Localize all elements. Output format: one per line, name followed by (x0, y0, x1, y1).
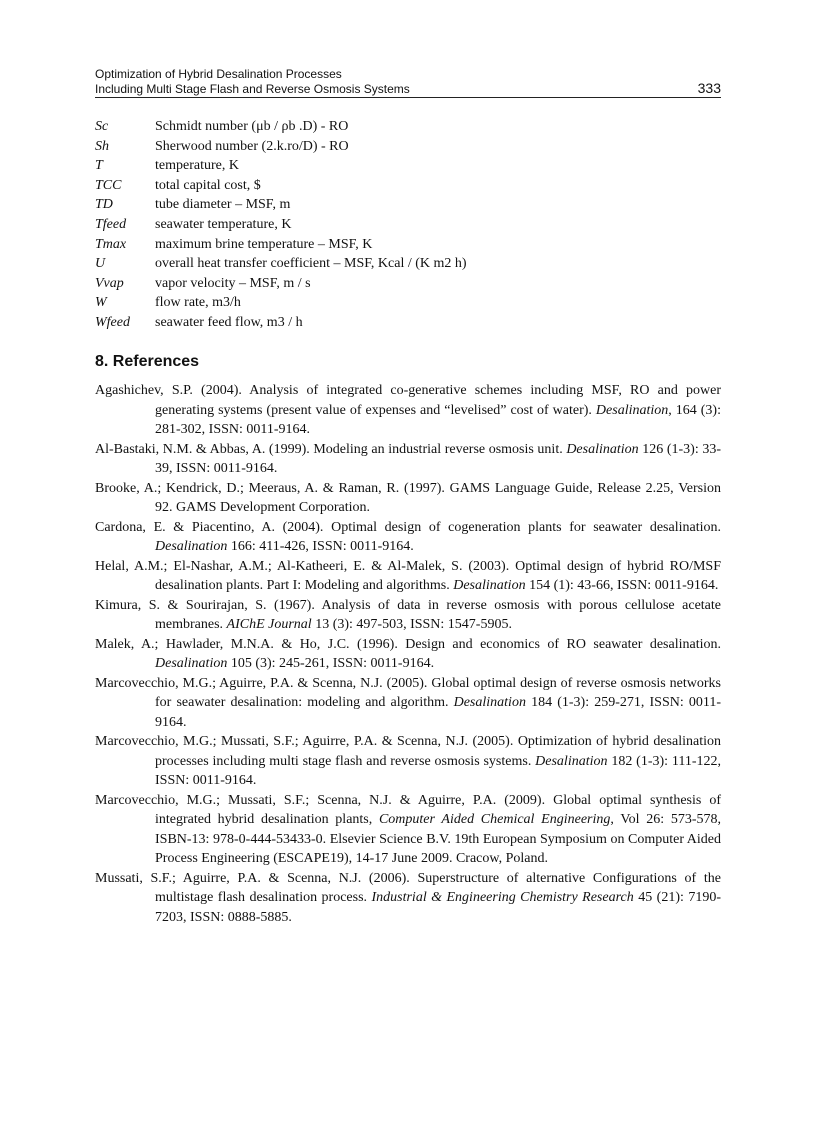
reference-details: 154 (1): 43-66, ISSN: 0011-9164. (525, 578, 719, 593)
page-number: 333 (697, 79, 721, 96)
nomenclature-row (95, 235, 721, 255)
nomenclature-row (95, 293, 721, 313)
reference-text: Agashichev, S.P. (2004). Analysis of integrated co-generative schemes including MSF, RO and power generating systems (present value of expenses and “levelised” cost of water). (95, 383, 721, 418)
nomenclature-description: Sherwood number (2.k.ro/D) - RO (155, 138, 349, 154)
nomenclature-row (95, 215, 721, 235)
reference-text: Marcovecchio, M.G.; Mussati, S.F.; Aguirre, P.A. & Scenna, N.J. (2005). Optimization of hybrid desalination processes including multi stage flash and reverse osmosis systems. (95, 734, 721, 769)
references-heading: 8. References (95, 353, 200, 370)
nomenclature-symbol: Tmax (95, 236, 127, 252)
reference-entry (95, 440, 721, 479)
header-title-line-1: Optimization of Hybrid Desalination Processes (95, 67, 342, 81)
nomenclature-symbol: W (95, 295, 107, 311)
nomenclature-symbol: TCC (95, 177, 122, 193)
nomenclature-row (95, 195, 721, 215)
reference-journal: Desalination (453, 695, 526, 710)
reference-text: Malek, A.; Hawlader, M.N.A. & Ho, J.C. (1996). Design and economics of RO seawater desalination. (95, 636, 721, 652)
reference-entry (95, 674, 721, 733)
reference-journal: Desalination (535, 753, 608, 769)
nomenclature-symbol: T (95, 158, 103, 174)
nomenclature-symbol: Tfeed (95, 216, 127, 232)
nomenclature-symbol: Sc (95, 119, 109, 134)
reference-details: 13 (3): 497-503, ISSN: 1547-5905. (311, 617, 512, 632)
nomenclature-description: Schmidt number (μb / ρb .D) - RO (155, 119, 349, 134)
nomenclature-description: seawater feed flow, m3 / h (155, 314, 303, 330)
nomenclature-row (95, 117, 721, 137)
reference-details: 45 (21): 7190-7203, ISSN: 0888-5885. (155, 890, 721, 925)
reference-text: Cardona, E. & Piacentino, A. (2004). Optimal design of cogeneration plants for seawater desalination. (95, 519, 721, 535)
reference-details: 166: 411-426, ISSN: 0011-9164. (227, 539, 414, 554)
nomenclature-symbol: U (95, 256, 106, 272)
reference-entry (95, 381, 721, 440)
reference-text: Brooke, A.; Kendrick, D.; Meeraus, A. & Raman, R. (1997). GAMS Language Guide, Release 2.25, Version 92. GAMS Development Corporation. (95, 480, 721, 515)
nomenclature-row (95, 156, 721, 176)
reference-text: Marcovecchio, M.G.; Aguirre, P.A. & Scenna, N.J. (2005). Global optimal design of reverse osmosis networks for seawater desalination: modeling and algorithm. (95, 675, 721, 710)
running-header (95, 67, 721, 98)
nomenclature-row (95, 313, 721, 333)
header-title-line-2: Including Multi Stage Flash and Reverse Osmosis Systems (95, 81, 410, 96)
reference-journal: Desalination (566, 441, 639, 457)
reference-text: Al-Bastaki, N.M. & Abbas, A. (1999). Modeling an industrial reverse osmosis unit. (95, 441, 567, 457)
reference-entry (95, 518, 721, 557)
nomenclature-description: vapor velocity – MSF, m / s (155, 275, 311, 291)
reference-journal: Computer Aided Chemical Engineering (378, 812, 611, 827)
reference-entry (95, 479, 721, 518)
reference-details: , Vol 26: 573-578, ISBN-13: 978-0-444-53433-0. Elsevier Science B.V. 19th European Symposium on Computer Aided Process Engineering (ESCAPE19), 14-17 June 2009. Cracow, Poland. (155, 812, 722, 866)
nomenclature-row (95, 137, 721, 157)
nomenclature-row (95, 274, 721, 294)
references-list (95, 381, 721, 927)
reference-text: Helal, A.M.; El-Nashar, A.M.; Al-Katheeri, E. & Al-Malek, S. (2003). Optimal design of hybrid RO/MSF desalination plants. Part I: Modeling and algorithms. (95, 558, 721, 593)
reference-entry (95, 557, 721, 596)
nomenclature-row (95, 176, 721, 196)
reference-entry (95, 869, 721, 928)
reference-journal: AIChE Journal (226, 617, 312, 632)
nomenclature-description: tube diameter – MSF, m (155, 197, 291, 213)
reference-entry (95, 635, 721, 674)
nomenclature-symbol: TD (95, 197, 113, 213)
reference-journal: Desalination (595, 402, 669, 418)
nomenclature-description: flow rate, m3/h (155, 295, 241, 311)
nomenclature-description: seawater temperature, K (155, 216, 292, 232)
reference-journal: Desalination (453, 578, 526, 593)
nomenclature-description: overall heat transfer coefficient – MSF, Kcal / (K m2 h) (155, 256, 467, 272)
nomenclature-description: total capital cost, $ (155, 177, 261, 193)
reference-text: Mussati, S.F.; Aguirre, P.A. & Scenna, N.J. (2006). Superstructure of alternative Configurations of the multistage flash desalination process. (95, 870, 721, 905)
reference-journal: Desalination (155, 656, 228, 671)
reference-entry (95, 732, 721, 791)
reference-text: Kimura, S. & Sourirajan, S. (1967). Analysis of data in reverse osmosis with porous cellulose acetate membranes. (95, 597, 721, 632)
nomenclature-list (95, 117, 721, 333)
reference-details: 184 (1-3): 259-271, ISSN: 0011-9164. (155, 695, 721, 730)
nomenclature-symbol: Vvap (95, 275, 124, 291)
nomenclature-row (95, 254, 721, 274)
reference-entry (95, 596, 721, 635)
reference-details: 126 (1-3): 33-39, ISSN: 0011-9164. (155, 441, 721, 476)
reference-details: 182 (1-3): 111-122, ISSN: 0011-9164. (155, 753, 721, 788)
nomenclature-symbol: Wfeed (95, 314, 130, 330)
reference-journal: Desalination (155, 539, 228, 554)
nomenclature-description: maximum brine temperature – MSF, K (155, 236, 373, 252)
reference-text: Marcovecchio, M.G.; Mussati, S.F.; Scenna, N.J. & Aguirre, P.A. (2009). Global optimal synthesis of integrated hybrid desalination plants, (95, 792, 721, 827)
reference-details: 105 (3): 245-261, ISSN: 0011-9164. (227, 656, 435, 671)
reference-details: , 164 (3): 281-302, ISSN: 0011-9164. (155, 402, 721, 437)
reference-journal: Industrial & Engineering Chemistry Research (371, 890, 634, 905)
nomenclature-description: temperature, K (155, 158, 239, 174)
reference-entry (95, 791, 721, 869)
nomenclature-symbol: Sh (95, 138, 109, 154)
